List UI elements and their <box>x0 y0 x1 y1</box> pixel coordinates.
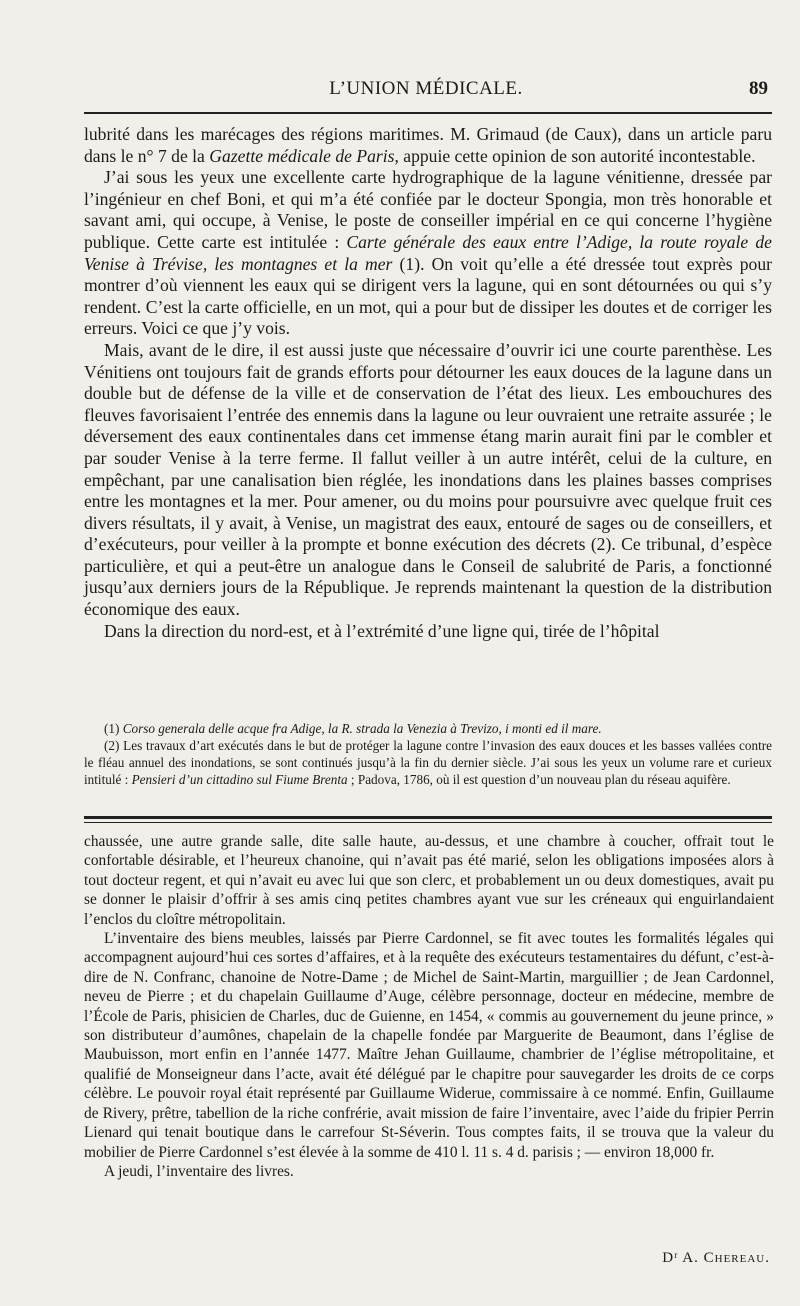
text-run: Dans la direction du nord-est, et à l’extrémité d’une ligne qui, tirée de l’hôpital <box>104 620 660 641</box>
paragraph <box>84 124 772 167</box>
paragraph <box>84 340 772 621</box>
section-divider <box>84 816 772 819</box>
footnote-1 <box>84 720 772 737</box>
text-run: lubrité dans les marécages des régions maritimes. M. Grimaud (de Caux), dans un article paru dans le n° 7 de la <box>84 124 772 166</box>
book-title: Pensieri d’un cittadino sul Fiume Brenta <box>131 772 348 787</box>
text-run: , appuie cette opinion de son autorité incontestable. <box>394 145 756 166</box>
signature-name: Chereau. <box>703 1250 770 1266</box>
journal-title: Gazette médicale de Paris <box>209 145 395 166</box>
text-run: L’inventaire des biens meubles, laissés par Pierre Cardonnel, se fit avec toutes les formalités légales qui accompagnent aujourd’hui ces sortes d’affaires, et à la requête des exécuteurs testamentaires du défunt, c’est-à-dire de N. Confranc, chanoine de Notre-Dame ; de Michel de Saint-Martin, marguillier ; de Jean Cardonnel, neveu de Pierre ; et du chapelain Guillaume d’Auge, célèbre personnage, docteur en médecine, membre de l’École de Paris, phisicien de Charles, duc de Guienne, en 1454, « commis au gouvernement du jeune prince, » son distributeur d’aumônes, chapelain de la chapelle fondée par Marguerite de Beaumont, dans l’église de Maubuisson, mort enfin en l’année 1477. Maître Jehan Guillaume, chambrier de l’église métropolitaine, et qualifié de Monseigneur dans l’acte, avait été délégué par le chapitre pour sauvegarder les droits de ce corps célèbre. Le pouvoir royal était représenté par Guillaume Widerue, commissaire à ce nommé. Enfin, Guillaume de Rivery, prêtre, tabellion de la riche confrérie, avait mission de faire l’inventaire, avec l’aide du fripier Perrin Lienard qui tenait boutique dans le carrefour St-Séverin. Tous comptes faits, il se trouva que la valeur du mobilier de Pierre Cardonnel s’est élevée à la somme de 410 l. 11 s. 4 d. parisis ; — environ 18,000 fr. <box>84 930 774 1161</box>
footnote-title: Corso generala delle acque fra Adige, la R. strada la Venezia à Trevizo, i monti ed il mare. <box>122 721 602 736</box>
map-title: Carte générale des eaux entre l’Adige, la route royale de Venise à Trévise, les montagnes et la mer <box>84 231 772 274</box>
author-signature <box>662 1250 770 1267</box>
footnote-marker: (1) <box>104 721 123 736</box>
section-divider-thin <box>84 822 772 823</box>
paragraph <box>84 167 772 340</box>
article-upper <box>84 124 772 642</box>
article-lower <box>84 832 774 1181</box>
text-run: chaussée, une autre grande salle, dite salle haute, au-dessus, et une chambre à coucher, offrait tout le confortable désirable, et l’heureux chanoine, qui n’avait pas été marié, selon les obligations imposées alors à tout docteur regent, et qui n’avait eu avec lui que son clerc, et probablement un ou deux domestiques, avait pu se donner le plaisir d’offrir à ses amis cinq petites chambres ayant vue sur les créneaux qui enguirlandaient l’enclos du cloître métropolitain. <box>84 833 774 928</box>
text-run: Mais, avant de le dire, il est aussi juste que nécessaire d’ouvrir ici une courte parenthèse. Les Vénitiens ont toujours fait de grands efforts pour détourner les eaux douces de la lagune dans un double but de défense de la ville et de conservation de l’état des lieux. Les embouchures des fleuves favorisaient l’entrée des ennemis dans la lagune ou leur ouvraient une retraite assurée ; le déversement des eaux continentales dans cet immense étang marin aurait fini par le combler et par souder Venise à la terre ferme. Il fallut veiller à un autre intérêt, celui de la culture, en empêchant, par une canalisation bien réglée, les inondations dans les plaines basses comprises entre les montagnes et la mer. Pour amener, ou du moins pour poursuivre avec quelque fruit ces divers résultats, il y avait, à Venise, un magistrat des eaux, entouré de sages ou de conseillers, et d’exécuteurs, pour veiller à la prompte et bonne exécution des décrets (2). Ce tribunal, d’espèce particulière, et qui a peut-être un analogue dans le Conseil de salubrité de Paris, a fonctionné jusqu’aux derniers jours de la République. Je reprends maintenant la question de la distribution économique des eaux. <box>84 339 772 620</box>
header-rule <box>84 112 772 114</box>
paragraph <box>84 929 774 1162</box>
text-run: (2) Les travaux d’art exécutés dans le but de protéger la lagune contre l’invasion des eaux douces et les basses vallées contre le fléau annuel des inondations, se sont continués jusqu’à la fin du dernier siècle. J’ai sous les yeux un volume rare et curieux intitulé : <box>84 738 772 787</box>
text-run: J’ai sous les yeux une excellente carte hydrographique de la lagune vénitienne, dressée par l’ingénieur en chef Boni, et qui m’a été confiée par le docteur Spongia, mon très honorable et savant ami, qui occupe, à Venise, le poste de conseiller impérial en ce qui concerne l’hygiène publique. Cette carte est intitulée : <box>84 167 772 252</box>
running-title: L’UNION MÉDICALE. <box>329 78 523 99</box>
text-run: A jeudi, l’inventaire des livres. <box>104 1162 294 1180</box>
text-run: ; Padova, 1786, où il est question d’un nouveau plan du réseau aquifère. <box>347 772 731 787</box>
paragraph <box>84 1162 774 1181</box>
paragraph <box>84 621 772 643</box>
footnote-2 <box>84 737 772 788</box>
text-run: (1). On voit qu’elle a été dressée tout exprès pour montrer d’où viennent les eaux qui se dirigent vers la lagune, qui en sont détournées ou qui s’y rendent. C’est la carte officielle, en un mot, qui a pour but de dissiper les doutes et de corriger les erreurs. Voici ce que j’y vois. <box>84 253 773 339</box>
paragraph <box>84 832 774 929</box>
page-header <box>84 78 768 108</box>
footnotes <box>84 720 772 788</box>
page-number: 89 <box>749 78 768 99</box>
signature-prefix: Dʳ A. <box>662 1250 704 1266</box>
